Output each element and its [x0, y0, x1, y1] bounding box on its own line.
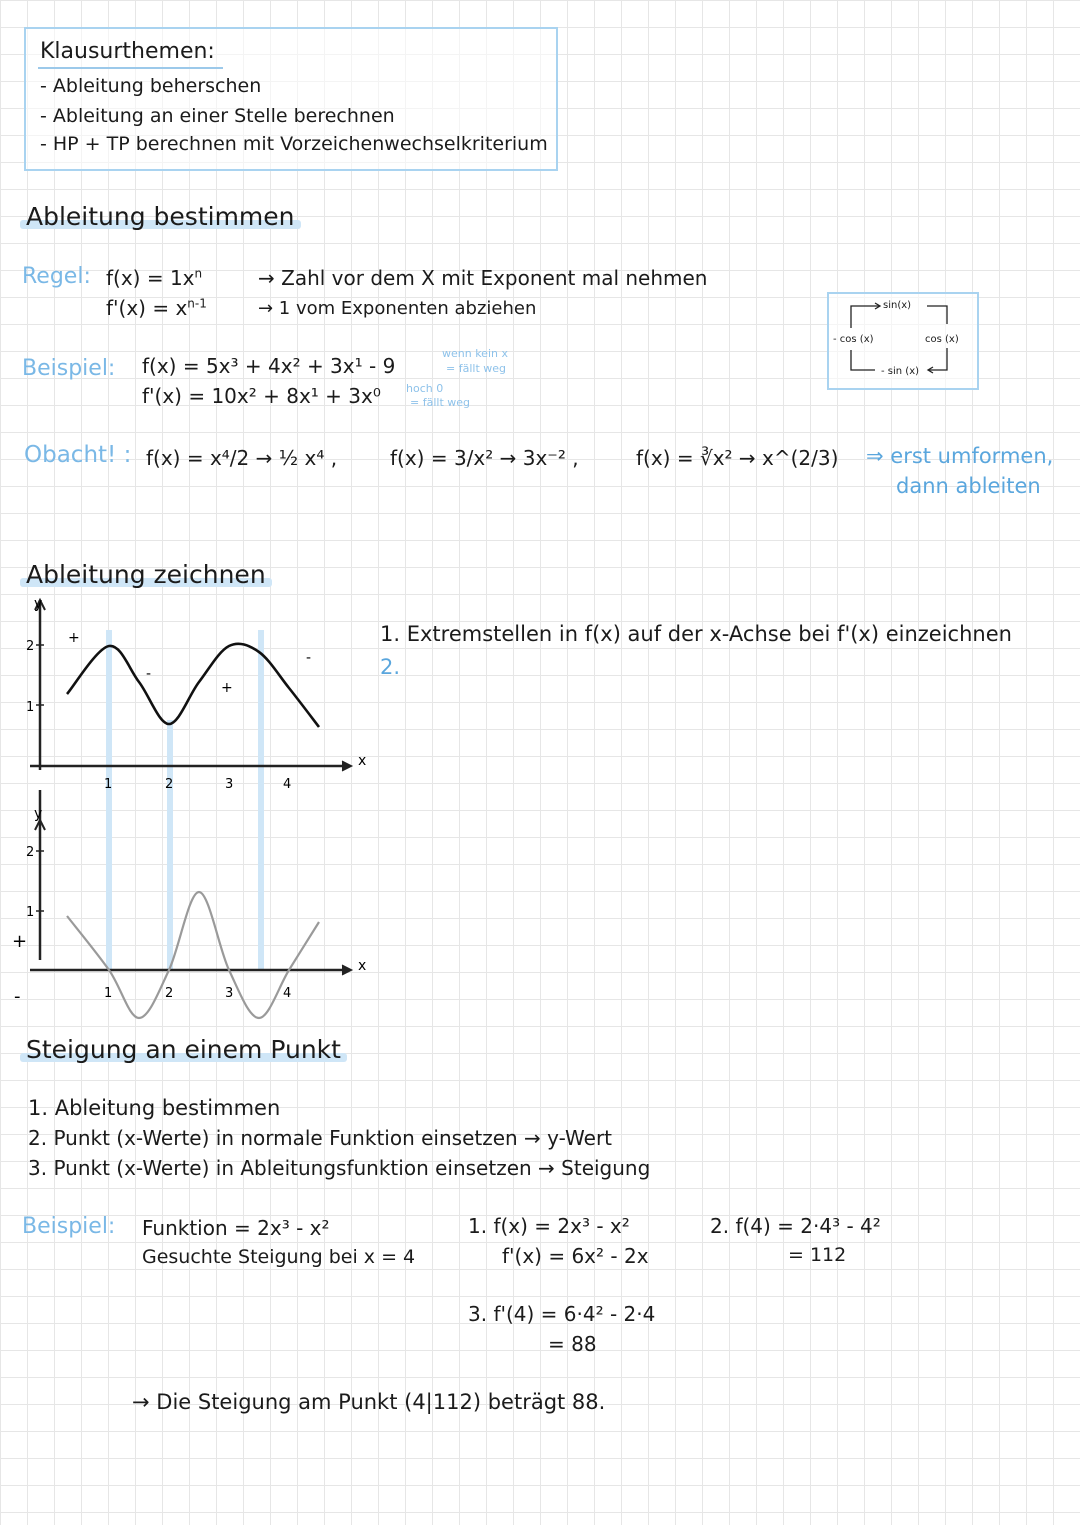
trig-right: cos (x)	[925, 334, 959, 345]
trig-bottom: - sin (x)	[881, 366, 920, 377]
topics-title: Klausurthemen:	[40, 39, 215, 64]
graph1-ytick: 1	[26, 700, 35, 715]
graph1-sign: +	[68, 630, 80, 646]
graph2-ytick: 2	[26, 845, 35, 860]
topic-item: - Ableitung beherschen	[40, 75, 262, 97]
graph1-sign: -	[306, 650, 312, 666]
note-hoch-0: hoch 0	[406, 382, 444, 395]
graph2-x-label: x	[358, 958, 367, 974]
hint-dann-ableiten: dann ableiten	[896, 474, 1041, 498]
graph1-ytick: 2	[26, 639, 35, 654]
slope-calc-2b: = 112	[788, 1244, 847, 1266]
graph2-minus: -	[14, 986, 21, 1007]
obacht-example-1: f(x) = x⁴/2 → ½ x⁴ ,	[146, 446, 338, 470]
trig-top: sin(x)	[883, 300, 912, 311]
trig-arrows	[829, 294, 977, 388]
topic-item: - HP + TP berechnen mit Vorzeichenwechselkriterium	[40, 133, 548, 155]
guide-line-1	[106, 630, 112, 970]
topic-item: - Ableitung an einer Stelle berechnen	[40, 105, 395, 127]
rule-f-exponent: n	[194, 266, 203, 281]
graph1-xtick: 2	[165, 777, 174, 792]
draw-step-2: 2.	[380, 655, 401, 679]
guide-line-3	[258, 630, 264, 970]
graph2-y-label: y	[34, 806, 43, 822]
obacht-example-2: f(x) = 3/x² → 3x⁻² ,	[390, 446, 579, 470]
slope-calc-1b: f'(x) = 6x² - 2x	[502, 1244, 649, 1268]
topics-box	[24, 27, 558, 171]
graph1-curve	[67, 644, 319, 727]
graph1-x-arrow	[342, 761, 352, 771]
graph1-x-label: x	[358, 753, 367, 769]
graph2-ytick: 1	[26, 905, 35, 920]
note-faellt-weg-2: = fällt weg	[410, 396, 470, 409]
slope-example-label: Beispiel:	[22, 1214, 116, 1239]
heading-ableitung-zeichnen: Ableitung zeichnen	[26, 560, 266, 589]
graph2-xtick: 3	[225, 986, 234, 1001]
slope-calc-1a: 1. f(x) = 2x³ - x²	[468, 1214, 630, 1238]
topics-title-underline	[38, 67, 223, 69]
rule-note-2: → 1 vom Exponenten abziehen	[258, 298, 537, 319]
hint-erst-umformen: ⇒ erst umformen,	[866, 444, 1054, 468]
graph1-xtick: 4	[283, 777, 292, 792]
graph2-xtick: 1	[104, 986, 113, 1001]
graph1-sign: -	[146, 666, 152, 682]
graph2-x-arrow	[342, 965, 352, 975]
heading-steigung-an-einem-punkt: Steigung an einem Punkt	[26, 1035, 341, 1064]
rule-label: Regel:	[22, 264, 91, 289]
graph2-xtick: 2	[165, 986, 174, 1001]
guide-line-2	[167, 720, 173, 970]
graph1-sign: +	[221, 680, 233, 696]
note-faellt-weg-1: = fällt weg	[446, 362, 506, 375]
slope-step: 1. Ableitung bestimmen	[28, 1096, 281, 1120]
note-wenn-kein-x: wenn kein x	[442, 347, 508, 360]
slope-calc-3b: = 88	[548, 1332, 597, 1356]
graph2-xtick: 4	[283, 986, 292, 1001]
trig-left: - cos (x)	[833, 334, 874, 345]
graph1-xtick: 1	[104, 777, 113, 792]
graph2-plus: +	[12, 931, 28, 952]
example-label: Beispiel:	[22, 356, 116, 381]
draw-step-1: 1. Extremstellen in f(x) auf der x-Achse bei f'(x) einzeichnen	[380, 622, 1012, 646]
slope-calc-3a: 3. f'(4) = 6·4² - 2·4	[468, 1302, 656, 1326]
trig-cycle-box	[827, 292, 979, 390]
rule-derivative	[106, 296, 207, 320]
obacht-label: Obacht! :	[24, 442, 132, 468]
example-function: f(x) = 5x³ + 4x² + 3x¹ - 9	[142, 354, 396, 378]
slope-function: Funktion = 2x³ - x²	[142, 1216, 330, 1240]
slope-wanted: Gesuchte Steigung bei x = 4	[142, 1246, 416, 1268]
heading-ableitung-bestimmen: Ableitung bestimmen	[26, 202, 295, 231]
rule-fp-text: f'(x) = x	[106, 296, 188, 320]
example-derivative: f'(x) = 10x² + 8x¹ + 3x⁰	[142, 384, 381, 408]
rule-function	[106, 266, 202, 290]
rule-fp-exponent: n-1	[187, 296, 207, 311]
slope-step: 2. Punkt (x-Werte) in normale Funktion einsetzen → y-Wert	[28, 1126, 613, 1150]
graph1-y-label: y	[34, 596, 43, 612]
graphs-svg	[0, 590, 380, 1030]
rule-f-text: f(x) = 1x	[106, 266, 195, 290]
slope-step: 3. Punkt (x-Werte) in Ableitungsfunktion einsetzen → Steigung	[28, 1156, 651, 1180]
obacht-example-3: f(x) = ∛x² → x^(2/3)	[636, 446, 839, 470]
slope-result: → Die Steigung am Punkt (4|112) beträgt 88.	[132, 1390, 606, 1414]
rule-note-1: → Zahl vor dem X mit Exponent mal nehmen	[258, 266, 708, 290]
slope-calc-2a: 2. f(4) = 2·4³ - 4²	[710, 1214, 881, 1238]
graph1-xtick: 3	[225, 777, 234, 792]
